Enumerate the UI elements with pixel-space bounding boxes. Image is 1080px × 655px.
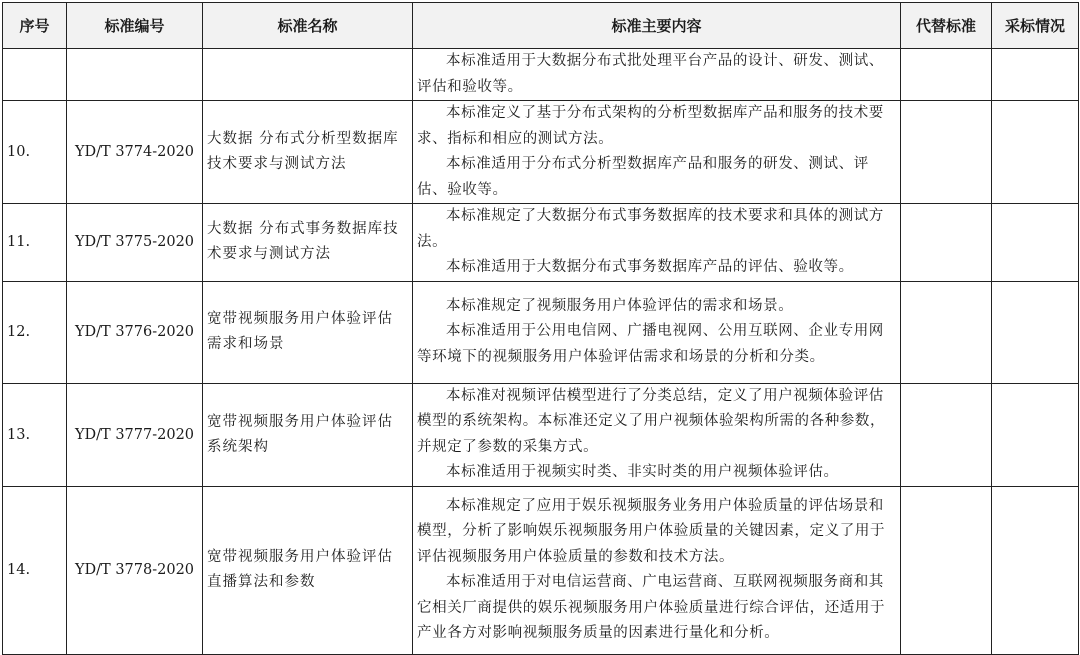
row-seq: 13. [3, 383, 67, 486]
content-paragraph: 本标准定义了基于分布式架构的分析型数据库产品和服务的技术要求、指标和相应的测试方法。 [417, 105, 884, 147]
header-code: 标准编号 [67, 3, 203, 49]
row-code: YD/T 3774-2020 [67, 101, 203, 204]
table-row [3, 101, 1079, 204]
row-name: 宽带视频服务用户体验评估 需求和场景 [203, 281, 413, 383]
header-content: 标准主要内容 [413, 3, 901, 49]
row-adopt [992, 204, 1079, 282]
row-adopt [992, 101, 1079, 204]
row-name: 大数据 分布式分析型数据库技术要求与测试方法 [203, 101, 413, 204]
row-code: YD/T 3777-2020 [67, 383, 203, 486]
row-replace [901, 204, 992, 282]
row-adopt [992, 383, 1079, 486]
row-name: 大数据 分布式事务数据库技术要求与测试方法 [203, 204, 413, 282]
row-code [67, 49, 203, 101]
row-content [413, 383, 901, 486]
content-paragraph: 本标准适用于公用电信网、广播电视网、公用互联网、企业专用网等环境下的视频服务用户体验评估需求和场景的分析和分类。 [417, 323, 884, 365]
row-code: YD/T 3778-2020 [67, 486, 203, 654]
row-replace [901, 486, 992, 654]
row-code: YD/T 3775-2020 [67, 204, 203, 282]
header-seq: 序号 [3, 3, 67, 49]
table-row [3, 204, 1079, 282]
table-row [3, 383, 1079, 486]
row-adopt [992, 486, 1079, 654]
content-paragraph: 本标准适用于分布式分析型数据库产品和服务的研发、测试、评估、验收等。 [417, 156, 869, 198]
row-seq: 10. [3, 101, 67, 204]
row-seq: 11. [3, 204, 67, 282]
row-adopt [992, 49, 1079, 101]
row-content [413, 101, 901, 204]
row-name: 宽带视频服务用户体验评估 直播算法和参数 [203, 486, 413, 654]
row-replace [901, 281, 992, 383]
standards-table [2, 2, 1079, 655]
content-paragraph: 本标准适用于大数据分布式批处理平台产品的设计、研发、测试、评估和验收等。 [417, 53, 884, 95]
row-seq: 14. [3, 486, 67, 654]
content-paragraph: 本标准规定了大数据分布式事务数据库的技术要求和具体的测试方法。 [417, 208, 884, 250]
table-row [3, 281, 1079, 383]
header-replace: 代替标准 [901, 3, 992, 49]
row-seq: 12. [3, 281, 67, 383]
table-row [3, 49, 1079, 101]
row-name [203, 49, 413, 101]
header-row [3, 3, 1079, 49]
content-paragraph: 本标准规定了应用于娱乐视频服务业务用户体验质量的评估场景和模型，分析了影响娱乐视频服务用户体验质量的关键因素，定义了用于评估视频服务用户体验质量的参数和技术方法。 [417, 497, 886, 565]
row-content [413, 486, 901, 654]
row-content [413, 281, 901, 383]
content-paragraph: 本标准适用于大数据分布式事务数据库产品的评估、验收等。 [446, 259, 854, 275]
row-replace [901, 101, 992, 204]
row-replace [901, 49, 992, 101]
row-code: YD/T 3776-2020 [67, 281, 203, 383]
row-name: 宽带视频服务用户体验评估 系统架构 [203, 383, 413, 486]
table-row [3, 486, 1079, 654]
content-paragraph: 本标准规定了视频服务用户体验评估的需求和场景。 [446, 297, 794, 314]
row-content [413, 49, 901, 101]
row-content [413, 204, 901, 282]
header-adopt: 采标情况 [992, 3, 1079, 49]
content-paragraph: 本标准对视频评估模型进行了分类总结，定义了用户视频体验评估模型的系统架构。本标准还定义了用户视频体验架构所需的各种参数，并规定了参数的采集方式。 [417, 387, 886, 455]
header-name: 标准名称 [203, 3, 413, 49]
content-paragraph: 本标准适用于视频实时类、非实时类的用户视频体验评估。 [446, 464, 839, 480]
row-seq [3, 49, 67, 101]
row-replace [901, 383, 992, 486]
content-paragraph: 本标准适用于对电信运营商、广电运营商、互联网视频服务商和其它相关厂商提供的娱乐视频服务用户体验质量进行综合评估，还适用于产业各方对影响视频服务质量的因素进行量化和分析。 [417, 574, 886, 641]
row-adopt [992, 281, 1079, 383]
